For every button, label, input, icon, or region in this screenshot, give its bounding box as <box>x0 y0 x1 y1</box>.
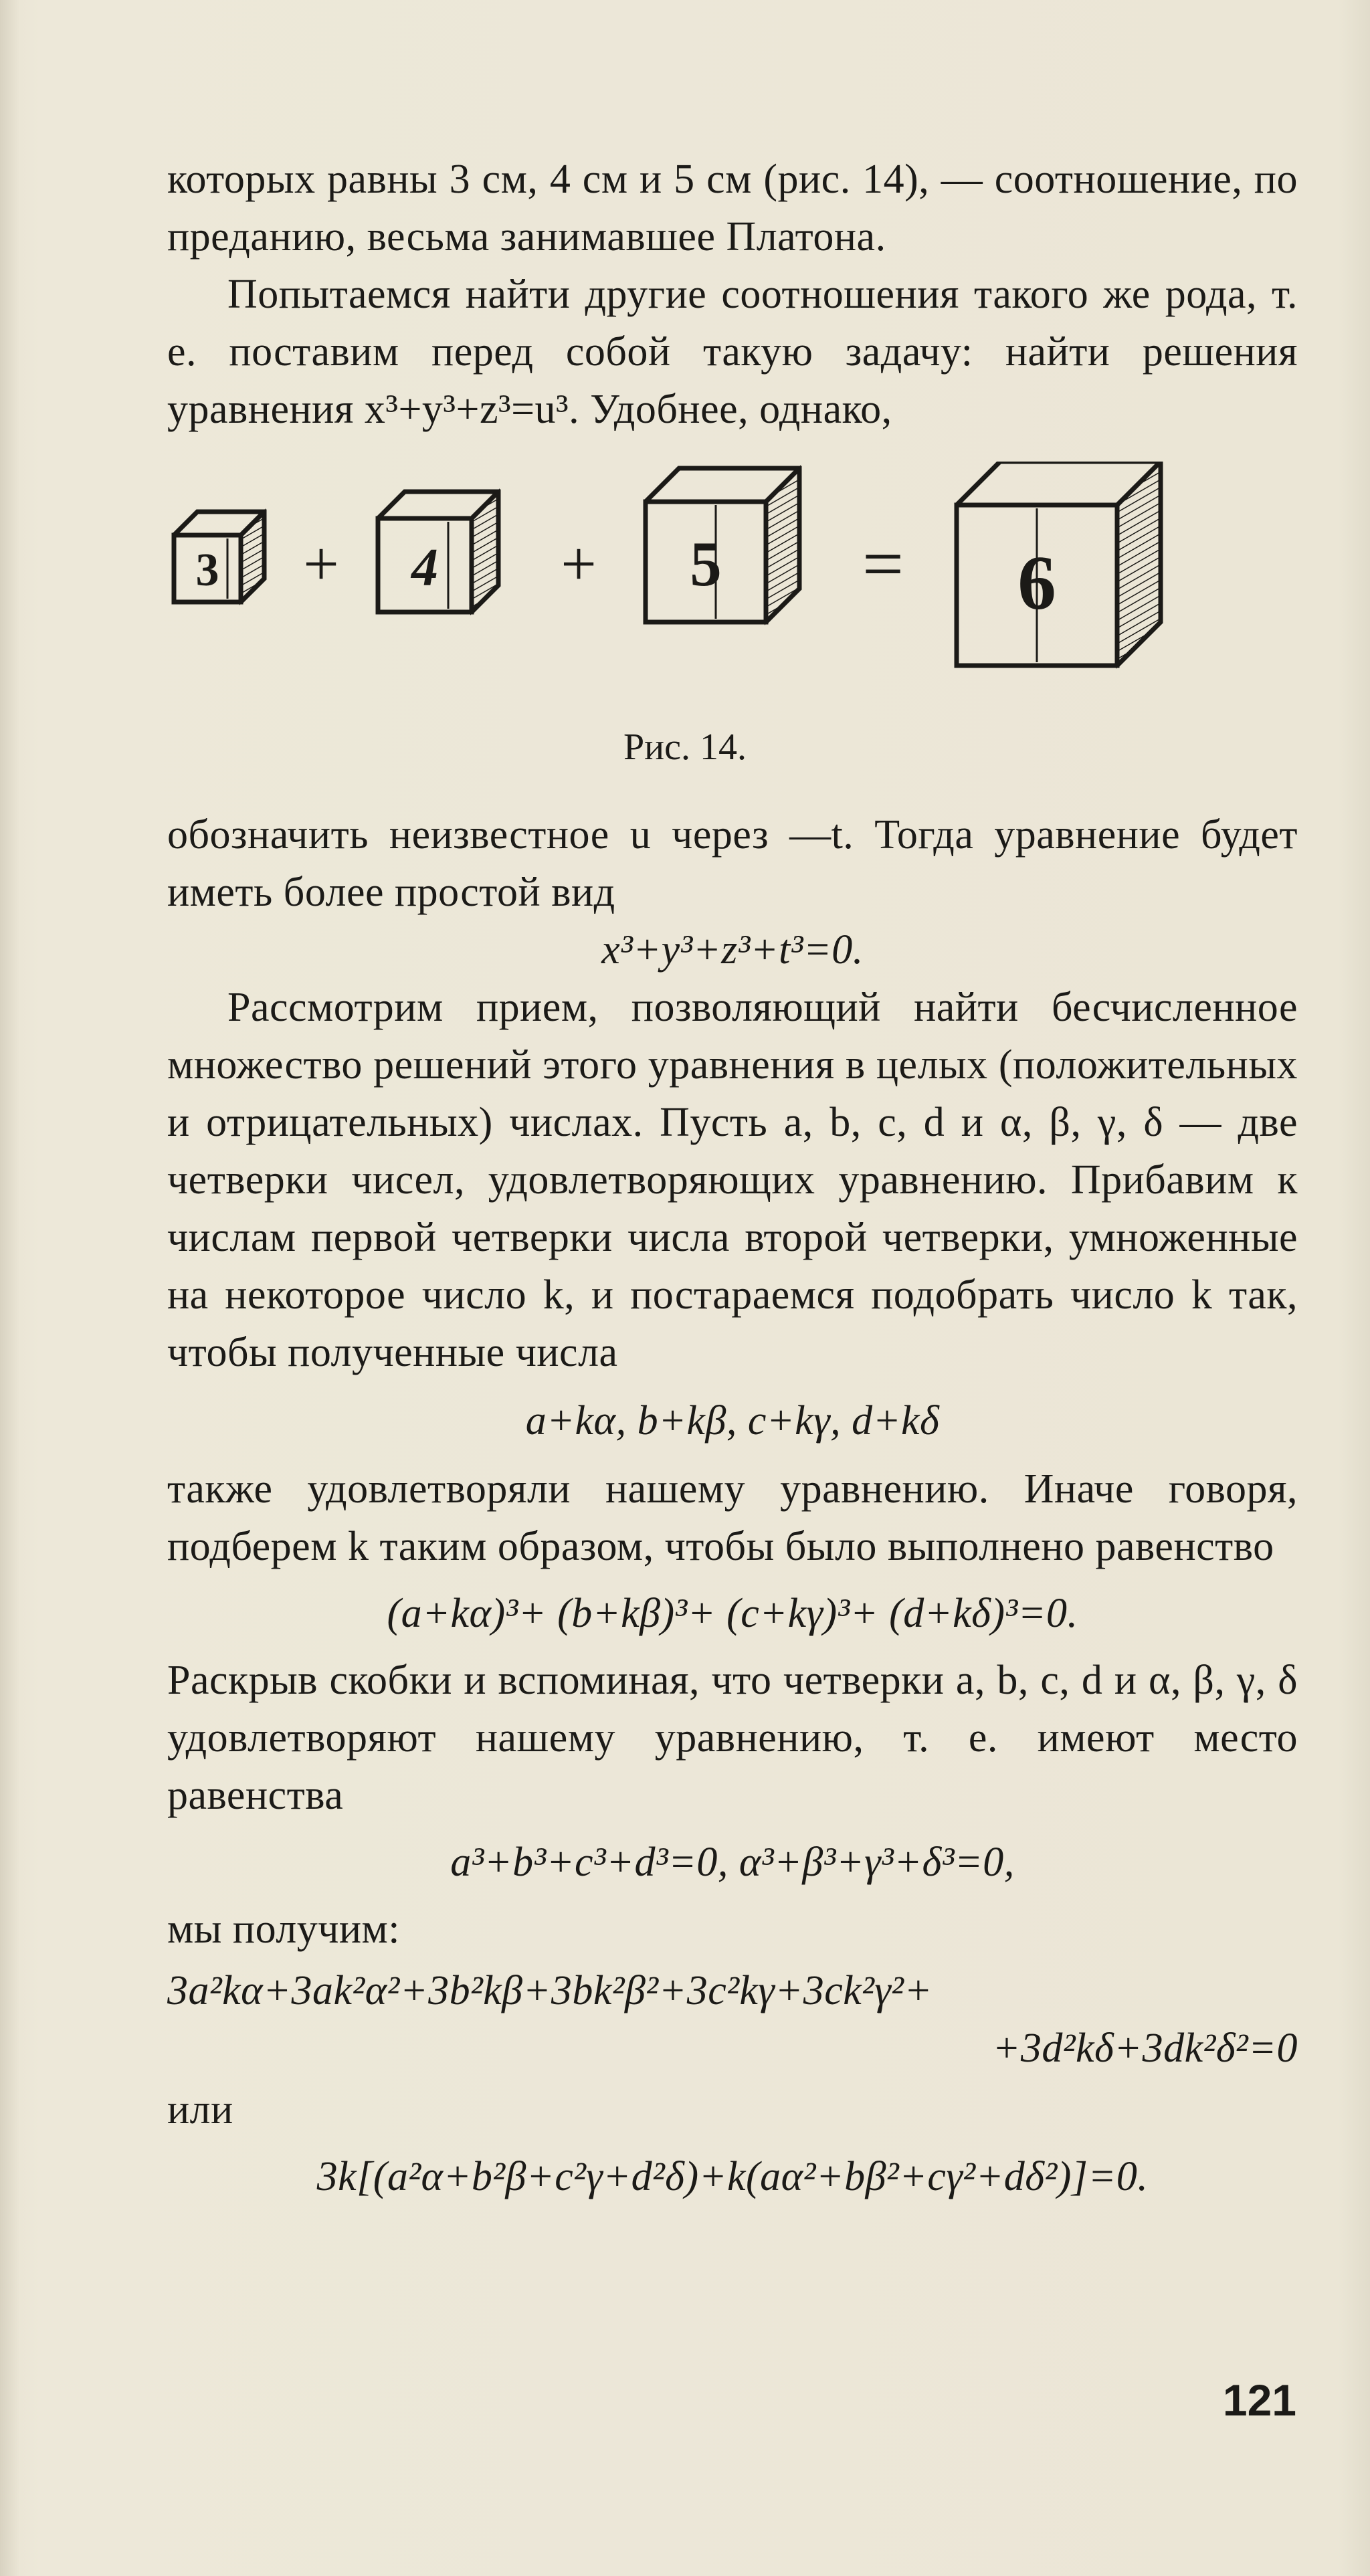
figure-caption: Рис. 14. <box>623 726 747 768</box>
cube-6 <box>957 462 1161 666</box>
cube-5 <box>646 468 799 622</box>
paragraph-7: мы получим: <box>167 1906 401 1952</box>
formula-5-line-1: 3a²kα+3ak²α²+3b²kβ+3bk²β²+3c²kγ+3ck²γ²+ <box>167 1968 933 2013</box>
paragraph-5: также удовлетворяли нашему уравнению. Иначе говоря, подберем k таким образом, чтобы было выполнено равенство <box>167 1466 1298 1569</box>
text-block-top <box>167 151 1298 438</box>
figure-cubes <box>161 462 1311 709</box>
plus-sign-2: + <box>561 528 597 599</box>
paragraph-1: которых равны 3 см, 4 см и 5 см (рис. 14), — соотношение, по преданию, весьма занимавшее Платона. <box>167 157 1298 260</box>
formula-6: 3k[(a²α+b²β+c²γ+d²δ)+k(aα²+bβ²+cγ²+dδ²)]=0. <box>316 2154 1149 2199</box>
formula-3: (a+kα)³+ (b+kβ)³+ (c+kγ)³+ (d+kδ)³=0. <box>387 1591 1078 1636</box>
paragraph-2: Попытаемся найти другие соотношения такого же рода, т. е. поставим перед собой такую задачу: найти решения уравнения x³+y³+z³=u³. Удобнее, однако, <box>167 272 1298 432</box>
paragraph-4: Рассмотрим прием, позволяющий найти бесчисленное множество решений этого уравнения в целых (положительных и отрицательных) числах. Пусть a, b, c, d и α, β, γ, δ — две четверки чисел, удовлетворяющих уравнению. Прибавим к числам первой четверки числа второй четверки, умноженные на некоторое число k, и постараемся подобрать число k так, чтобы полученные числа <box>167 985 1298 1375</box>
formula-2: a+kα, b+kβ, c+kγ, d+kδ <box>525 1398 940 1444</box>
paragraph-8: или <box>167 2087 233 2133</box>
cube-label-4: 4 <box>411 538 438 597</box>
equals-sign: = <box>862 523 904 605</box>
cube-label-3: 3 <box>195 544 219 596</box>
cube-label-5: 5 <box>690 528 722 599</box>
cube-label-6: 6 <box>1017 540 1056 625</box>
page-number: 121 <box>1222 2375 1296 2425</box>
text-block-main <box>167 806 1298 2205</box>
plus-sign-1: + <box>303 528 339 599</box>
paragraph-6: Раскрыв скобки и вспоминая, что четверки a, b, c, d и α, β, γ, δ удовлетворяют нашему уравнению, т. е. имеют место равенства <box>167 1658 1298 1818</box>
formula-5-line-2: +3d²kδ+3dk²δ²=0 <box>992 2025 1298 2071</box>
paragraph-3: обозначить неизвестное u через —t. Тогда уравнение будет иметь более простой вид <box>167 812 1298 915</box>
formula-4: a³+b³+c³+d³=0, α³+β³+γ³+δ³=0, <box>450 1840 1015 1885</box>
formula-1: x³+y³+z³+t³=0. <box>601 927 864 973</box>
cube-3 <box>174 512 264 602</box>
cube-4 <box>378 492 498 612</box>
